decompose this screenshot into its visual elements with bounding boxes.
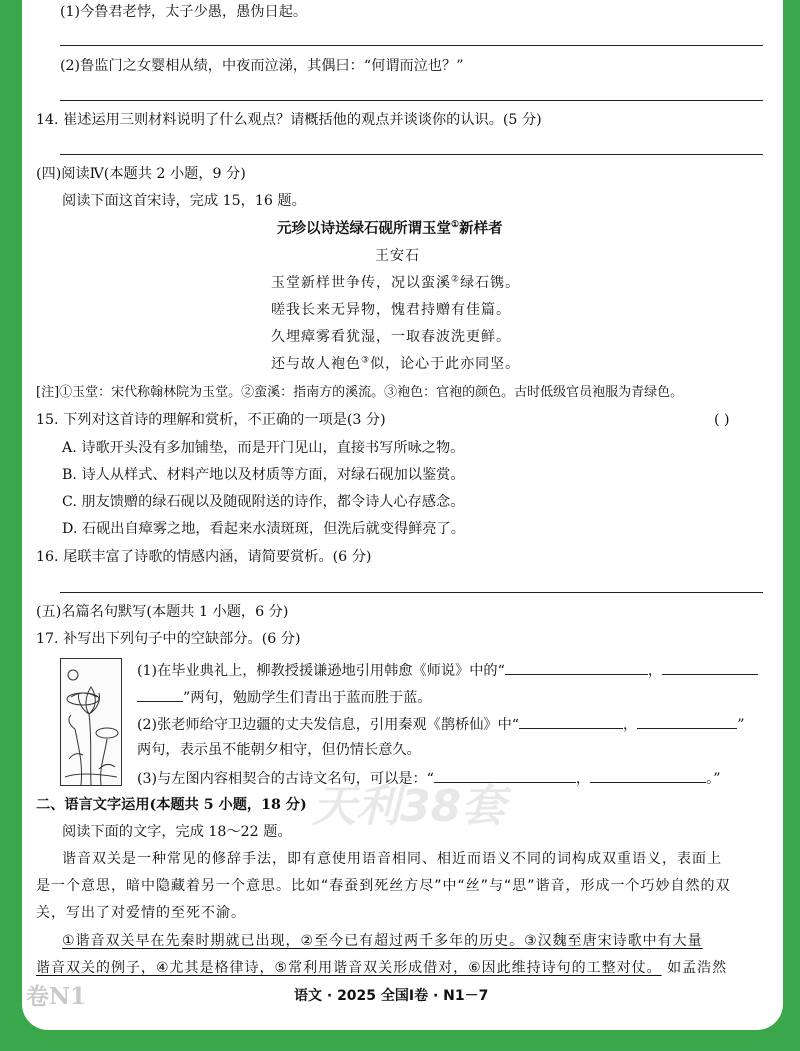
passage-p2-line2: 谐音双关的例子，④尤其是格律诗，⑤常利用谐音双关形成借对，⑥因此维持诗句的工整对仗。 如孟浩然 [36, 960, 728, 976]
q17-item2-line1: (2)张老师给守卫边疆的丈夫发信息，引用秦观《鹊桥仙》中“ ， ” [137, 713, 745, 735]
answer-line[interactable] [60, 154, 763, 155]
part2-intro: 阅读下面的文字，完成 18～22 题。 [62, 824, 292, 840]
exam-page [22, 0, 783, 1030]
q13-item2: (2)鲁监门之女婴相从绩，中夜而泣涕，其偶曰：“何谓而泣也？” [60, 58, 464, 74]
section4-intro: 阅读下面这首宋诗，完成 15，16 题。 [62, 193, 306, 209]
answer-line[interactable] [60, 45, 763, 46]
blank-5[interactable] [637, 713, 737, 729]
poem-title: 元珍以诗送绿石砚所谓玉堂①新样者 [277, 220, 503, 237]
part2-heading: 二、语言文字运用(本题共 5 小题，18 分) [36, 797, 307, 813]
q17-item1-line1: (1)在毕业典礼上，柳教授援谦逊地引用韩愈《师说》中的“ ， [137, 659, 758, 681]
watermark: 天利38套 [312, 781, 506, 832]
poem-line-4: 还与故人袍色③似，论心于此亦同坚。 [271, 355, 521, 372]
corner-mark: 卷N1 [26, 983, 87, 1010]
poem-line-2: 嗟我长来无异物，愧君持赠有佳篇。 [271, 302, 511, 318]
q13-item1: (1)今鲁君老悖，太子少愚，愚伪日起。 [60, 4, 308, 20]
q17-item1-line2: ”两句，勉励学生们青出于蓝而胜于蓝。 [137, 686, 431, 708]
blank-4[interactable] [519, 713, 623, 729]
q17-item2-line2: 两句，表示虽不能朝夕相守，但仍情长意久。 [137, 742, 421, 758]
passage-p1-line2: 是一个意思，暗中隐藏着另一个意思。比如“春蚕到死丝方尽”中“丝”与“思”谐音，形成一个巧妙自然的双 [36, 878, 731, 894]
section4-heading: (四)阅读Ⅳ(本题共 2 小题，9 分) [36, 166, 246, 182]
q15-option-b[interactable]: B. 诗人从样式、材料产地以及材质等方面，对绿石砚加以鉴赏。 [62, 467, 465, 483]
blank-1[interactable] [505, 659, 648, 675]
q16-stem: 16. 尾联丰富了诗歌的情感内涵，请简要赏析。(6 分) [36, 549, 372, 565]
q15-answer-paren[interactable]: ( ) [714, 412, 730, 428]
lotus-illustration [60, 658, 122, 786]
q15-option-c[interactable]: C. 朋友馈赠的绿石砚以及随砚附送的诗作，都令诗人心存感念。 [62, 494, 465, 510]
q17-item3: (3)与左图内容相契合的古诗文名句，可以是：“ ， 。” [137, 767, 720, 789]
poem-line-1: 玉堂新样世争传，况以蛮溪②绿石镌。 [271, 274, 521, 291]
blank-2[interactable] [662, 659, 758, 675]
section5-heading: (五)名篇名句默写(本题共 1 小题，6 分) [36, 604, 289, 620]
page-footer: 语文 · 2025 全国Ⅰ卷 · N1－7 [294, 988, 489, 1004]
blank-3[interactable] [137, 686, 183, 702]
passage-p1-line3: 关，写出了对爱情的至死不渝。 [36, 905, 246, 921]
q17-stem: 17. 补写出下列句子中的空缺部分。(6 分) [36, 631, 301, 647]
passage-p1-line1: 谐音双关是一种常见的修辞手法，即有意使用语音相同、相近而语义不同的词构成双重语义，表面上 [62, 851, 722, 867]
q14-stem: 14. 崔述运用三则材料说明了什么观点？请概括他的观点并谈谈你的认识。(5 分) [36, 112, 542, 128]
poem-line-3: 久埋瘴雾看犹湿，一取春波洗更鲜。 [271, 329, 511, 345]
answer-line[interactable] [60, 100, 763, 101]
q15-option-d[interactable]: D. 石砚出自瘴雾之地，看起来水渍斑斑，但洗后就变得鲜亮了。 [62, 521, 465, 537]
answer-line[interactable] [60, 592, 763, 593]
q15-stem: 15. 下列对这首诗的理解和赏析，不正确的一项是(3 分) [36, 412, 386, 428]
q15-option-a[interactable]: A. 诗歌开头没有多加铺垫，而是开门见山，直接书写所咏之物。 [62, 440, 465, 456]
poem-footnote: [注]①玉堂：宋代称翰林院为玉堂。②蛮溪：指南方的溪流。③袍色：官袍的颜色。古时低级官员袍服为青绿色。 [36, 385, 684, 400]
passage-p2-line1: ①谐音双关早在先秦时期就已出现，②至今已有超过两千多年的历史。③汉魏至唐宋诗歌中有大量 [62, 933, 703, 949]
blank-7[interactable] [590, 767, 706, 783]
poem-author: 王安石 [375, 248, 420, 264]
